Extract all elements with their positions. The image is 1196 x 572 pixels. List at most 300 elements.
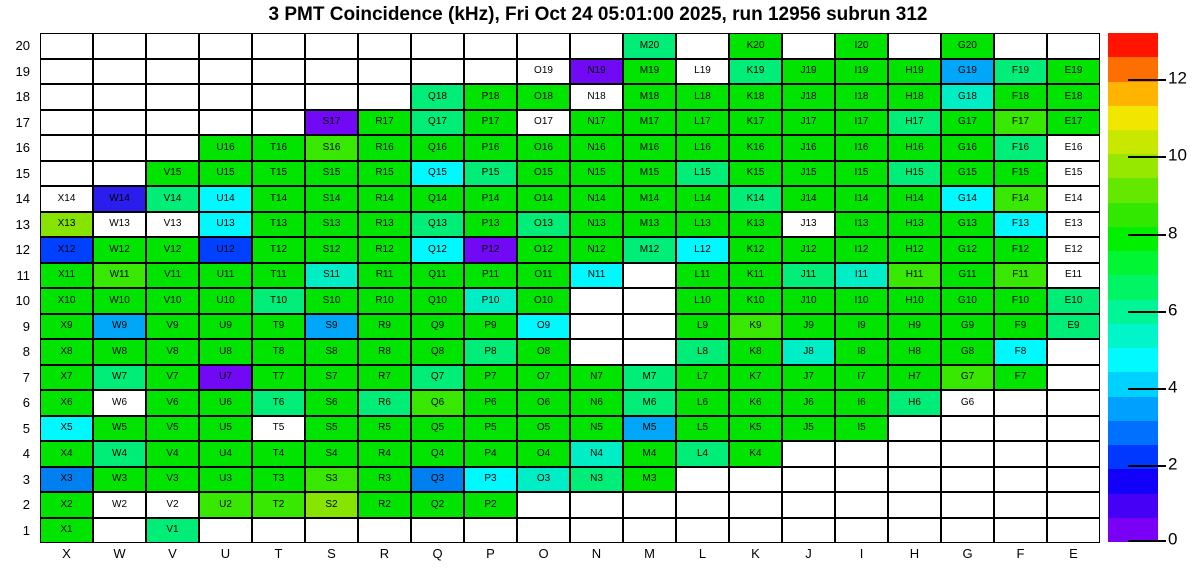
heatmap-cell-Q6: Q6 (411, 390, 464, 416)
heatmap-cell-empty (1047, 441, 1100, 467)
x-axis-label: R (379, 546, 390, 561)
y-axis-labels (0, 33, 34, 543)
heatmap-cell-J16: J16 (782, 135, 835, 161)
heatmap-cell-N14: N14 (570, 186, 623, 212)
heatmap-cell-R11: R11 (358, 263, 411, 289)
heatmap-cell-S9: S9 (305, 314, 358, 340)
heatmap-cell-T8: T8 (252, 339, 305, 365)
heatmap-cell-V2: V2 (146, 492, 199, 518)
heatmap-cell-G18: G18 (941, 84, 994, 110)
heatmap-cell-U12: U12 (199, 237, 252, 263)
heatmap-cell-X13: X13 (40, 212, 93, 238)
heatmap-cell-P3: P3 (464, 467, 517, 493)
heatmap-cell-F8: F8 (994, 339, 1047, 365)
heatmap-cell-empty (93, 518, 146, 544)
heatmap-cell-G11: G11 (941, 263, 994, 289)
heatmap-cell-F14: F14 (994, 186, 1047, 212)
x-axis-label: X (62, 546, 71, 561)
heatmap-cell-R14: R14 (358, 186, 411, 212)
heatmap-cell-X5: X5 (40, 416, 93, 442)
heatmap-cell-empty (358, 84, 411, 110)
heatmap-cell-empty (941, 441, 994, 467)
heatmap-cell-M5: M5 (623, 416, 676, 442)
heatmap-cell-P8: P8 (464, 339, 517, 365)
heatmap-cell-N4: N4 (570, 441, 623, 467)
heatmap-cell-empty (1047, 33, 1100, 59)
heatmap-cell-E14: E14 (1047, 186, 1100, 212)
heatmap-cell-empty (40, 84, 93, 110)
heatmap-cell-T11: T11 (252, 263, 305, 289)
heatmap-cell-K12: K12 (729, 237, 782, 263)
heatmap-cell-empty (305, 33, 358, 59)
heatmap-cell-empty (358, 518, 411, 544)
heatmap-cell-empty (358, 33, 411, 59)
x-axis-label: Q (432, 546, 443, 561)
y-axis-label: 13 (15, 216, 30, 232)
heatmap-cell-O10: O10 (517, 288, 570, 314)
heatmap-cell-L13: L13 (676, 212, 729, 238)
heatmap-cell-U15: U15 (199, 161, 252, 187)
heatmap-cell-empty (411, 518, 464, 544)
heatmap-cell-J11: J11 (782, 263, 835, 289)
heatmap-cell-N7: N7 (570, 365, 623, 391)
heatmap-cell-U2: U2 (199, 492, 252, 518)
heatmap-cell-K18: K18 (729, 84, 782, 110)
heatmap-cell-empty (199, 518, 252, 544)
heatmap-cell-K5: K5 (729, 416, 782, 442)
heatmap-cell-empty (994, 416, 1047, 442)
heatmap-cell-empty (252, 110, 305, 136)
x-axis-label: U (220, 546, 231, 561)
heatmap-cell-K11: K11 (729, 263, 782, 289)
heatmap-cell-X7: X7 (40, 365, 93, 391)
y-axis-label: 19 (15, 63, 30, 79)
heatmap-cell-J17: J17 (782, 110, 835, 136)
heatmap-cell-W12: W12 (93, 237, 146, 263)
heatmap-cell-L11: L11 (676, 263, 729, 289)
heatmap-cell-H17: H17 (888, 110, 941, 136)
heatmap-cell-empty (93, 84, 146, 110)
heatmap-cell-N19: N19 (570, 59, 623, 85)
x-axis-label: F (1016, 546, 1025, 561)
heatmap-cell-U5: U5 (199, 416, 252, 442)
y-axis-label: 16 (15, 140, 30, 156)
heatmap-cell-T14: T14 (252, 186, 305, 212)
heatmap-cell-R8: R8 (358, 339, 411, 365)
heatmap-cell-V12: V12 (146, 237, 199, 263)
heatmap-cell-N15: N15 (570, 161, 623, 187)
heatmap-cell-V13: V13 (146, 212, 199, 238)
heatmap-cell-L8: L8 (676, 339, 729, 365)
heatmap-cell-T2: T2 (252, 492, 305, 518)
heatmap-cell-M4: M4 (623, 441, 676, 467)
heatmap-cell-J18: J18 (782, 84, 835, 110)
x-axis-label: N (591, 546, 602, 561)
heatmap-cell-K7: K7 (729, 365, 782, 391)
colorbar-band (1108, 300, 1158, 324)
heatmap-cell-empty (252, 33, 305, 59)
heatmap-cell-E12: E12 (1047, 237, 1100, 263)
colorbar-band (1108, 130, 1158, 154)
heatmap-cell-I14: I14 (835, 186, 888, 212)
heatmap-cell-N12: N12 (570, 237, 623, 263)
heatmap-cell-Q18: Q18 (411, 84, 464, 110)
heatmap-cell-H14: H14 (888, 186, 941, 212)
heatmap-cell-H19: H19 (888, 59, 941, 85)
heatmap-cell-empty (676, 467, 729, 493)
heatmap-cell-M12: M12 (623, 237, 676, 263)
heatmap-cell-R12: R12 (358, 237, 411, 263)
heatmap-cell-H16: H16 (888, 135, 941, 161)
heatmap-cell-empty (729, 492, 782, 518)
heatmap-cell-empty (1047, 518, 1100, 544)
heatmap-cell-empty (888, 33, 941, 59)
heatmap-cell-empty (146, 84, 199, 110)
heatmap-cell-Q5: Q5 (411, 416, 464, 442)
heatmap-cell-I20: I20 (835, 33, 888, 59)
heatmap-cell-L7: L7 (676, 365, 729, 391)
heatmap-cell-M14: M14 (623, 186, 676, 212)
heatmap-cell-E13: E13 (1047, 212, 1100, 238)
heatmap-cell-W13: W13 (93, 212, 146, 238)
y-axis-label: 7 (22, 369, 30, 385)
heatmap-cell-K14: K14 (729, 186, 782, 212)
y-axis-label: 12 (15, 242, 30, 258)
heatmap-cell-J10: J10 (782, 288, 835, 314)
heatmap-cell-F7: F7 (994, 365, 1047, 391)
heatmap-cell-empty (1047, 339, 1100, 365)
heatmap-cell-N6: N6 (570, 390, 623, 416)
heatmap-cell-empty (199, 84, 252, 110)
x-axis-label: V (168, 546, 177, 561)
heatmap-cell-J14: J14 (782, 186, 835, 212)
heatmap-cell-X6: X6 (40, 390, 93, 416)
heatmap-cell-M20: M20 (623, 33, 676, 59)
heatmap-cell-empty (40, 110, 93, 136)
heatmap-cell-W7: W7 (93, 365, 146, 391)
heatmap-cell-empty (411, 33, 464, 59)
heatmap-cell-R13: R13 (358, 212, 411, 238)
heatmap-cell-S12: S12 (305, 237, 358, 263)
heatmap-cell-I9: I9 (835, 314, 888, 340)
heatmap-cell-X9: X9 (40, 314, 93, 340)
heatmap-cell-empty (676, 492, 729, 518)
heatmap-cell-Q3: Q3 (411, 467, 464, 493)
heatmap-cell-empty (570, 492, 623, 518)
heatmap-cell-empty (199, 33, 252, 59)
colorbar-band (1108, 421, 1158, 445)
heatmap-cell-empty (888, 416, 941, 442)
x-axis-label: T (274, 546, 283, 561)
heatmap-grid (40, 33, 1100, 543)
heatmap-cell-H11: H11 (888, 263, 941, 289)
heatmap-cell-empty (729, 467, 782, 493)
y-axis-label: 20 (15, 38, 30, 54)
colorbar-band (1108, 154, 1158, 178)
chart-title: 3 PMT Coincidence (kHz), Fri Oct 24 05:01:00 2025, run 12956 subrun 312 (268, 4, 928, 25)
heatmap-cell-S5: S5 (305, 416, 358, 442)
heatmap-cell-I8: I8 (835, 339, 888, 365)
heatmap-cell-I16: I16 (835, 135, 888, 161)
heatmap-cell-empty (305, 59, 358, 85)
colorbar-band (1108, 251, 1158, 275)
heatmap-cell-X1: X1 (40, 518, 93, 544)
heatmap-cell-F19: F19 (994, 59, 1047, 85)
heatmap-cell-W8: W8 (93, 339, 146, 365)
heatmap-cell-empty (93, 33, 146, 59)
heatmap-cell-O6: O6 (517, 390, 570, 416)
heatmap-cell-empty (835, 441, 888, 467)
heatmap-cell-U10: U10 (199, 288, 252, 314)
heatmap-cell-empty (782, 441, 835, 467)
heatmap-cell-empty (835, 492, 888, 518)
heatmap-cell-O7: O7 (517, 365, 570, 391)
heatmap-cell-empty (570, 314, 623, 340)
heatmap-cell-S14: S14 (305, 186, 358, 212)
heatmap-cell-empty (1047, 365, 1100, 391)
heatmap-cell-Q16: Q16 (411, 135, 464, 161)
heatmap-cell-empty (570, 339, 623, 365)
heatmap-cell-empty (40, 33, 93, 59)
heatmap-cell-Q13: Q13 (411, 212, 464, 238)
heatmap-cell-empty (570, 33, 623, 59)
y-axis-label: 17 (15, 114, 30, 130)
heatmap-cell-empty (146, 110, 199, 136)
heatmap-cell-Q17: Q17 (411, 110, 464, 136)
heatmap-cell-J9: J9 (782, 314, 835, 340)
heatmap-cell-empty (570, 288, 623, 314)
heatmap-cell-empty (1047, 390, 1100, 416)
heatmap-cell-X3: X3 (40, 467, 93, 493)
heatmap-cell-empty (888, 441, 941, 467)
x-axis-label: S (327, 546, 336, 561)
heatmap-cell-U4: U4 (199, 441, 252, 467)
heatmap-cell-P17: P17 (464, 110, 517, 136)
heatmap-cell-P6: P6 (464, 390, 517, 416)
heatmap-cell-K16: K16 (729, 135, 782, 161)
heatmap-cell-V10: V10 (146, 288, 199, 314)
heatmap-cell-K19: K19 (729, 59, 782, 85)
y-axis-label: 11 (16, 267, 30, 283)
y-axis-label: 8 (22, 344, 30, 360)
heatmap-cell-O13: O13 (517, 212, 570, 238)
heatmap-cell-empty (464, 59, 517, 85)
heatmap-cell-L15: L15 (676, 161, 729, 187)
heatmap-cell-K17: K17 (729, 110, 782, 136)
heatmap-cell-K13: K13 (729, 212, 782, 238)
colorbar-band (1108, 57, 1158, 81)
heatmap-cell-W9: W9 (93, 314, 146, 340)
heatmap-cell-L17: L17 (676, 110, 729, 136)
heatmap-cell-E15: E15 (1047, 161, 1100, 187)
y-axis-label: 18 (15, 89, 30, 105)
heatmap-cell-T9: T9 (252, 314, 305, 340)
heatmap-cell-I17: I17 (835, 110, 888, 136)
heatmap-cell-G19: G19 (941, 59, 994, 85)
heatmap-cell-empty (146, 33, 199, 59)
heatmap-cell-empty (676, 33, 729, 59)
heatmap-cell-H10: H10 (888, 288, 941, 314)
heatmap-cell-Q9: Q9 (411, 314, 464, 340)
heatmap-cell-H9: H9 (888, 314, 941, 340)
heatmap-cell-empty (305, 84, 358, 110)
heatmap-cell-empty (93, 135, 146, 161)
heatmap-cell-K8: K8 (729, 339, 782, 365)
heatmap-cell-F17: F17 (994, 110, 1047, 136)
heatmap-cell-H15: H15 (888, 161, 941, 187)
heatmap-cell-N17: N17 (570, 110, 623, 136)
heatmap-cell-M15: M15 (623, 161, 676, 187)
heatmap-cell-empty (941, 518, 994, 544)
heatmap-cell-P12: P12 (464, 237, 517, 263)
heatmap-cell-empty (994, 467, 1047, 493)
heatmap-cell-O4: O4 (517, 441, 570, 467)
heatmap-cell-I7: I7 (835, 365, 888, 391)
heatmap-cell-R17: R17 (358, 110, 411, 136)
heatmap-cell-W2: W2 (93, 492, 146, 518)
heatmap-cell-V15: V15 (146, 161, 199, 187)
x-axis-label: P (486, 546, 495, 561)
colorbar-band (1108, 106, 1158, 130)
heatmap-cell-E11: E11 (1047, 263, 1100, 289)
heatmap-cell-T5: T5 (252, 416, 305, 442)
heatmap-cell-S17: S17 (305, 110, 358, 136)
x-axis-label: K (751, 546, 760, 561)
heatmap-cell-P11: P11 (464, 263, 517, 289)
heatmap-cell-K9: K9 (729, 314, 782, 340)
heatmap-cell-empty (199, 59, 252, 85)
y-axis-label: 2 (22, 497, 30, 513)
heatmap-cell-empty (888, 492, 941, 518)
y-axis-label: 4 (22, 446, 30, 462)
heatmap-cell-T10: T10 (252, 288, 305, 314)
x-axis-label: O (538, 546, 549, 561)
heatmap-cell-S4: S4 (305, 441, 358, 467)
y-axis-label: 10 (15, 293, 30, 309)
heatmap-cell-K6: K6 (729, 390, 782, 416)
heatmap-cell-E10: E10 (1047, 288, 1100, 314)
heatmap-cell-empty (146, 135, 199, 161)
heatmap-cell-empty (888, 467, 941, 493)
colorbar-band (1108, 494, 1158, 518)
heatmap-cell-E9: E9 (1047, 314, 1100, 340)
heatmap-cell-E17: E17 (1047, 110, 1100, 136)
heatmap-cell-empty (517, 518, 570, 544)
heatmap-cell-G10: G10 (941, 288, 994, 314)
heatmap-cell-G8: G8 (941, 339, 994, 365)
colorbar-tick-label: 6 (1168, 300, 1178, 320)
y-axis-label: 1 (22, 522, 30, 538)
colorbar-band (1108, 324, 1158, 348)
heatmap-cell-U9: U9 (199, 314, 252, 340)
heatmap-cell-Q15: Q15 (411, 161, 464, 187)
heatmap-cell-P15: P15 (464, 161, 517, 187)
heatmap-cell-F9: F9 (994, 314, 1047, 340)
heatmap-cell-empty (623, 263, 676, 289)
heatmap-cell-S3: S3 (305, 467, 358, 493)
heatmap-cell-M17: M17 (623, 110, 676, 136)
heatmap-cell-empty (199, 110, 252, 136)
heatmap-cell-empty (570, 518, 623, 544)
heatmap-cell-G16: G16 (941, 135, 994, 161)
heatmap-cell-empty (941, 492, 994, 518)
colorbar-band (1108, 33, 1158, 57)
heatmap-cell-empty (1047, 416, 1100, 442)
y-axis-label: 9 (22, 318, 30, 334)
heatmap-cell-T12: T12 (252, 237, 305, 263)
heatmap-cell-R2: R2 (358, 492, 411, 518)
heatmap-cell-empty (252, 518, 305, 544)
heatmap-cell-W3: W3 (93, 467, 146, 493)
heatmap-cell-X11: X11 (40, 263, 93, 289)
heatmap-cell-Q14: Q14 (411, 186, 464, 212)
heatmap-cell-empty (411, 59, 464, 85)
heatmap-cell-empty (1047, 467, 1100, 493)
heatmap-cell-R5: R5 (358, 416, 411, 442)
heatmap-cell-empty (782, 492, 835, 518)
heatmap-cell-empty (623, 339, 676, 365)
heatmap-cell-empty (835, 518, 888, 544)
y-axis-label: 5 (22, 420, 30, 436)
heatmap-cell-empty (676, 518, 729, 544)
heatmap-cell-empty (358, 59, 411, 85)
heatmap-cell-Q7: Q7 (411, 365, 464, 391)
heatmap-cell-M19: M19 (623, 59, 676, 85)
heatmap-cell-G12: G12 (941, 237, 994, 263)
heatmap-cell-I12: I12 (835, 237, 888, 263)
heatmap-cell-L10: L10 (676, 288, 729, 314)
heatmap-cell-I5: I5 (835, 416, 888, 442)
colorbar-tick-label: 0 (1168, 529, 1178, 549)
heatmap-cell-empty (93, 110, 146, 136)
heatmap-cell-empty (782, 518, 835, 544)
heatmap-cell-K4: K4 (729, 441, 782, 467)
x-axis-label: G (962, 546, 973, 561)
heatmap-cell-F10: F10 (994, 288, 1047, 314)
heatmap-cell-H7: H7 (888, 365, 941, 391)
heatmap-cell-V9: V9 (146, 314, 199, 340)
heatmap-cell-empty (464, 33, 517, 59)
heatmap-cell-T6: T6 (252, 390, 305, 416)
heatmap-cell-E16: E16 (1047, 135, 1100, 161)
heatmap-cell-R6: R6 (358, 390, 411, 416)
heatmap-cell-T4: T4 (252, 441, 305, 467)
heatmap-cell-P14: P14 (464, 186, 517, 212)
heatmap-cell-empty (941, 416, 994, 442)
heatmap-cell-W6: W6 (93, 390, 146, 416)
heatmap-cell-M13: M13 (623, 212, 676, 238)
heatmap-cell-J15: J15 (782, 161, 835, 187)
heatmap-cell-I18: I18 (835, 84, 888, 110)
heatmap-cell-R7: R7 (358, 365, 411, 391)
heatmap-cell-H8: H8 (888, 339, 941, 365)
heatmap-cell-empty (40, 135, 93, 161)
heatmap-cell-E19: E19 (1047, 59, 1100, 85)
colorbar-band (1108, 469, 1158, 493)
heatmap-cell-T3: T3 (252, 467, 305, 493)
heatmap-cell-X4: X4 (40, 441, 93, 467)
heatmap-cell-Q4: Q4 (411, 441, 464, 467)
heatmap-cell-O12: O12 (517, 237, 570, 263)
heatmap-cell-Q10: Q10 (411, 288, 464, 314)
heatmap-cell-S13: S13 (305, 212, 358, 238)
heatmap-cell-O17: O17 (517, 110, 570, 136)
heatmap-cell-M16: M16 (623, 135, 676, 161)
y-axis-label: 15 (15, 165, 30, 181)
heatmap-cell-O9: O9 (517, 314, 570, 340)
heatmap-cell-L16: L16 (676, 135, 729, 161)
heatmap-cell-O16: O16 (517, 135, 570, 161)
